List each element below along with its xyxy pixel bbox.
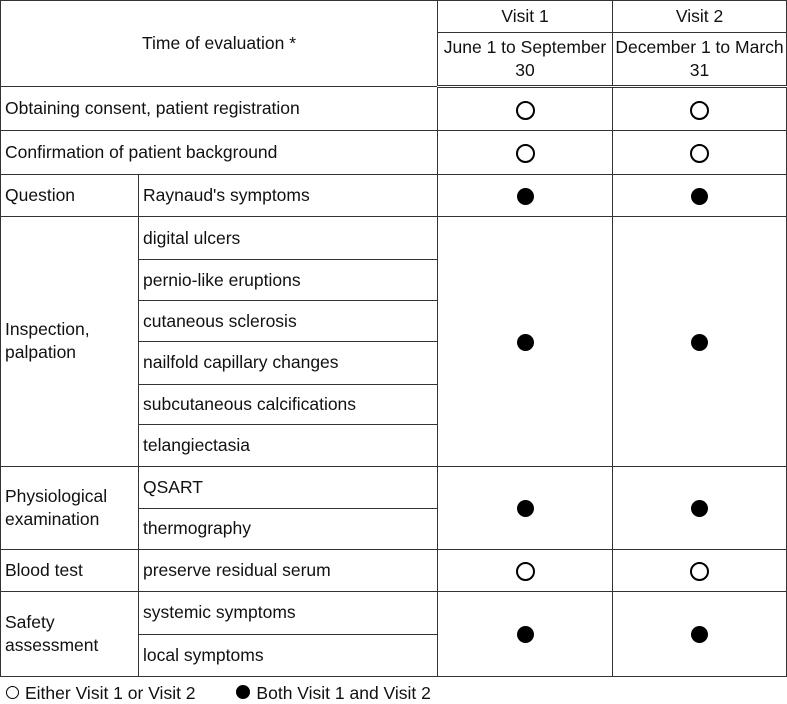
row-safety-label: Safety assessment [1, 591, 139, 676]
mark-cell [438, 591, 613, 676]
mark-cell [613, 131, 787, 175]
item-sclerosis: cutaneous sclerosis [139, 301, 438, 342]
item-thermography: thermography [139, 508, 438, 549]
item-telangiectasia: telangiectasia [139, 424, 438, 466]
mark-cell [438, 175, 613, 217]
visit1-header: Visit 1 [438, 1, 613, 33]
visit2-header: Visit 2 [613, 1, 787, 33]
row-inspection-label: Inspection, palpation [1, 217, 139, 466]
mark-cell [438, 549, 613, 591]
row-background-label: Confirmation of patient background [1, 131, 438, 175]
open-circle-icon [516, 101, 535, 120]
filled-circle-icon [691, 626, 708, 643]
filled-circle-icon [691, 334, 708, 351]
item-local: local symptoms [139, 634, 438, 676]
mark-cell [613, 87, 787, 131]
filled-circle-icon [236, 685, 250, 699]
open-circle-icon [516, 562, 535, 581]
legend [6, 683, 431, 704]
open-circle-icon [690, 144, 709, 163]
time-of-evaluation-header: Time of evaluation * [1, 1, 438, 87]
mark-cell [613, 175, 787, 217]
mark-cell [613, 466, 787, 549]
row-blood-label: Blood test [1, 549, 139, 591]
filled-circle-icon [517, 334, 534, 351]
filled-circle-icon [691, 188, 708, 205]
filled-circle-icon [517, 188, 534, 205]
legend-open-text: Either Visit 1 or Visit 2 [25, 683, 196, 703]
row-question-label: Question [1, 175, 139, 217]
item-qsart: QSART [139, 466, 438, 508]
item-nailfold: nailfold capillary changes [139, 342, 438, 384]
item-calcifications: subcutaneous calcifications [139, 384, 438, 424]
open-circle-icon [6, 686, 19, 699]
visit2-period: December 1 to March 31 [613, 33, 787, 87]
item-systemic: systemic symptoms [139, 591, 438, 634]
visit1-period: June 1 to September 30 [438, 33, 613, 87]
legend-filled-text: Both Visit 1 and Visit 2 [256, 683, 431, 703]
mark-cell [438, 87, 613, 131]
mark-cell [438, 466, 613, 549]
open-circle-icon [690, 101, 709, 120]
open-circle-icon [516, 144, 535, 163]
row-physio-label: Physiological examination [1, 466, 139, 549]
filled-circle-icon [691, 500, 708, 517]
mark-cell [613, 549, 787, 591]
filled-circle-icon [517, 626, 534, 643]
mark-cell [438, 131, 613, 175]
item-digital-ulcers: digital ulcers [139, 217, 438, 260]
mark-cell [613, 591, 787, 676]
item-raynaud: Raynaud's symptoms [139, 175, 438, 217]
item-serum: preserve residual serum [139, 549, 438, 591]
open-circle-icon [690, 562, 709, 581]
row-consent-label: Obtaining consent, patient registration [1, 87, 438, 131]
filled-circle-icon [517, 500, 534, 517]
mark-cell [613, 217, 787, 466]
mark-cell [438, 217, 613, 466]
item-pernio: pernio-like eruptions [139, 260, 438, 301]
